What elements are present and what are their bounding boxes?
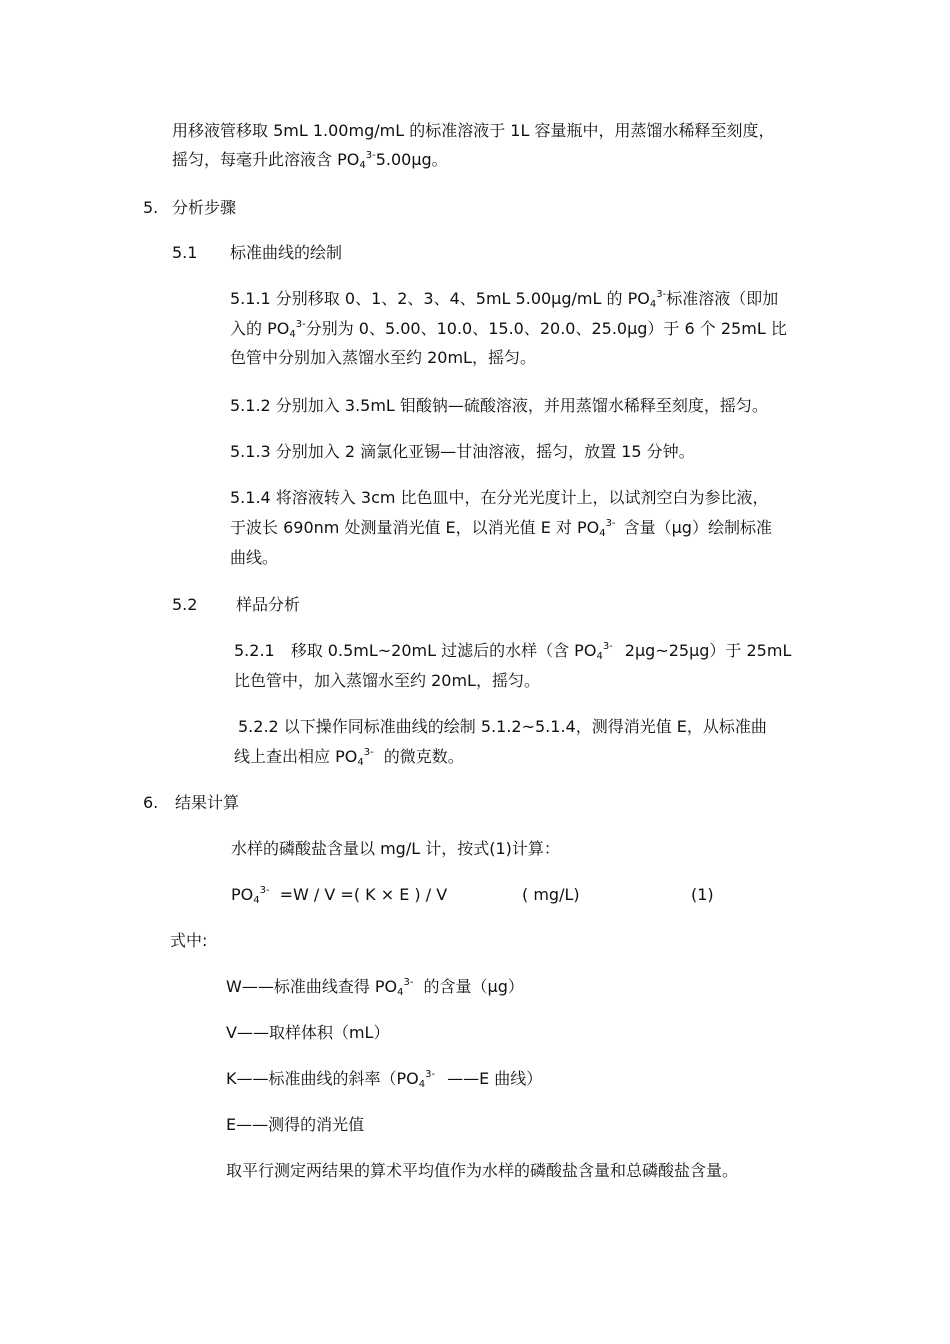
para-5-1-1-text-d: 分别为 0、5.00、10.0、15.0、20.0、25.0μg）于 6 个 25mL 比: [305, 319, 787, 338]
subsection-5-1-title: 标准曲线的绘制: [230, 243, 343, 262]
po4-superscript: 3-: [259, 885, 270, 896]
para-5-1-4-line-3: 曲线。: [230, 548, 279, 567]
formula-expression: =W / V =( K × E ) / V: [279, 885, 448, 904]
formula-number: (1): [691, 885, 714, 904]
para-5-1-1-line-2: [230, 319, 787, 339]
po4-subscript: 4: [418, 1079, 426, 1090]
po4-superscript: 3-: [656, 289, 667, 300]
po4-subscript: 4: [289, 329, 296, 340]
def-w-text-b: 的含量（μg）: [423, 977, 524, 996]
po4-subscript: 4: [253, 895, 260, 906]
intro-line-2-value: 5.00μg。: [375, 150, 448, 169]
subsection-5-2-number: 5.2: [172, 595, 198, 614]
def-e: E——测得的消光值: [226, 1115, 365, 1134]
def-k-text-a: K——标准曲线的斜率（PO: [226, 1069, 419, 1088]
para-5-1-4-text-a: 于波长 690nm 处测量消光值 E，以消光值 E 对 PO: [230, 518, 600, 537]
po4-superscript: 3-: [363, 747, 374, 758]
po4-subscript: 4: [397, 987, 404, 998]
po4-subscript: 4: [596, 651, 603, 662]
section-6-title: 结果计算: [175, 793, 240, 812]
po4-subscript: 4: [359, 160, 366, 171]
final-note: 取平行测定两结果的算术平均值作为水样的磷酸盐含量和总磷酸盐含量。: [226, 1161, 739, 1180]
para-5-2-2-line-1: 5.2.2 以下操作同标准曲线的绘制 5.1.2~5.1.4，测得消光值 E，从标准曲: [238, 717, 767, 736]
para-5-1-4-line-2: [230, 518, 772, 538]
para-5-2-1-line-1: [234, 641, 791, 661]
intro-line-1: 用移液管移取 5mL 1.00mg/mL 的标准溶液于 1L 容量瓶中，用蒸馏水稀释至刻度，: [172, 121, 775, 140]
para-5-1-1-line-1: [230, 289, 778, 309]
po4-superscript: 3-: [602, 641, 613, 652]
section-5-number: 5.: [143, 198, 159, 217]
where-label: 式中:: [170, 931, 208, 950]
para-5-2-1-text-a: 5.2.1 移取 0.5mL~20mL 过滤后的水样（含 PO: [234, 641, 597, 660]
def-k-text-b: ——E 曲线）: [447, 1069, 543, 1088]
para-5-1-3: 5.1.3 分别加入 2 滴氯化亚锡—甘油溶液，摇匀，放置 15 分钟。: [230, 442, 695, 461]
para-5-2-2-text-b: 的微克数。: [383, 747, 464, 766]
section-5-title: 分析步骤: [172, 198, 237, 217]
intro-line-2: [172, 150, 448, 170]
po4-subscript: 4: [649, 299, 657, 310]
para-5-2-1-text-b: 2μg~25μg）于 25mL: [624, 641, 792, 660]
para-5-2-2-text-a: 线上查出相应 PO: [234, 747, 358, 766]
def-v: V——取样体积（mL）: [226, 1023, 390, 1042]
para-5-1-1-text-b: 标准溶液（即加: [666, 289, 779, 308]
subsection-5-2-title: 样品分析: [236, 595, 301, 614]
para-5-1-1-line-3: 色管中分别加入蒸馏水至约 20mL，摇匀。: [230, 348, 536, 367]
po4-superscript: 3-: [295, 319, 306, 330]
def-w: [226, 977, 524, 997]
subsection-5-1-number: 5.1: [172, 243, 198, 262]
po4-superscript: 3-: [425, 1069, 436, 1080]
para-5-1-2: 5.1.2 分别加入 3.5mL 钼酸钠—硫酸溶液，并用蒸馏水稀释至刻度，摇匀。: [230, 396, 768, 415]
def-k: [226, 1069, 542, 1089]
formula-unit: ( mg/L): [522, 885, 580, 904]
po4-subscript: 4: [357, 757, 364, 768]
para-5-1-4-text-b: 含量（μg）绘制标准: [623, 518, 772, 537]
po4-superscript: 3-: [605, 518, 616, 529]
po4-superscript: 3-: [403, 977, 414, 988]
para-5-2-2-line-2: [234, 747, 464, 767]
calc-intro: 水样的磷酸盐含量以 mg/L 计，按式(1)计算：: [231, 839, 560, 858]
para-5-1-1-text-c: 入的 PO: [230, 319, 290, 338]
section-6-number: 6.: [143, 793, 159, 812]
para-5-2-1-line-2: 比色管中，加入蒸馏水至约 20mL，摇匀。: [234, 671, 540, 690]
para-5-1-4-line-1: 5.1.4 将溶液转入 3cm 比色皿中，在分光光度计上，以试剂空白为参比液，: [230, 488, 769, 507]
formula: [231, 885, 447, 905]
def-w-text-a: W——标准曲线查得 PO: [226, 977, 398, 996]
intro-line-2-text: 摇匀，每毫升此溶液含 PO: [172, 150, 360, 169]
po4-subscript: 4: [599, 528, 606, 539]
para-5-1-1-text-a: 5.1.1 分别移取 0、1、2、3、4、5mL 5.00μg/mL 的 PO: [230, 289, 650, 308]
po4-superscript: 3-: [365, 150, 376, 161]
formula-po4: PO: [231, 885, 254, 904]
